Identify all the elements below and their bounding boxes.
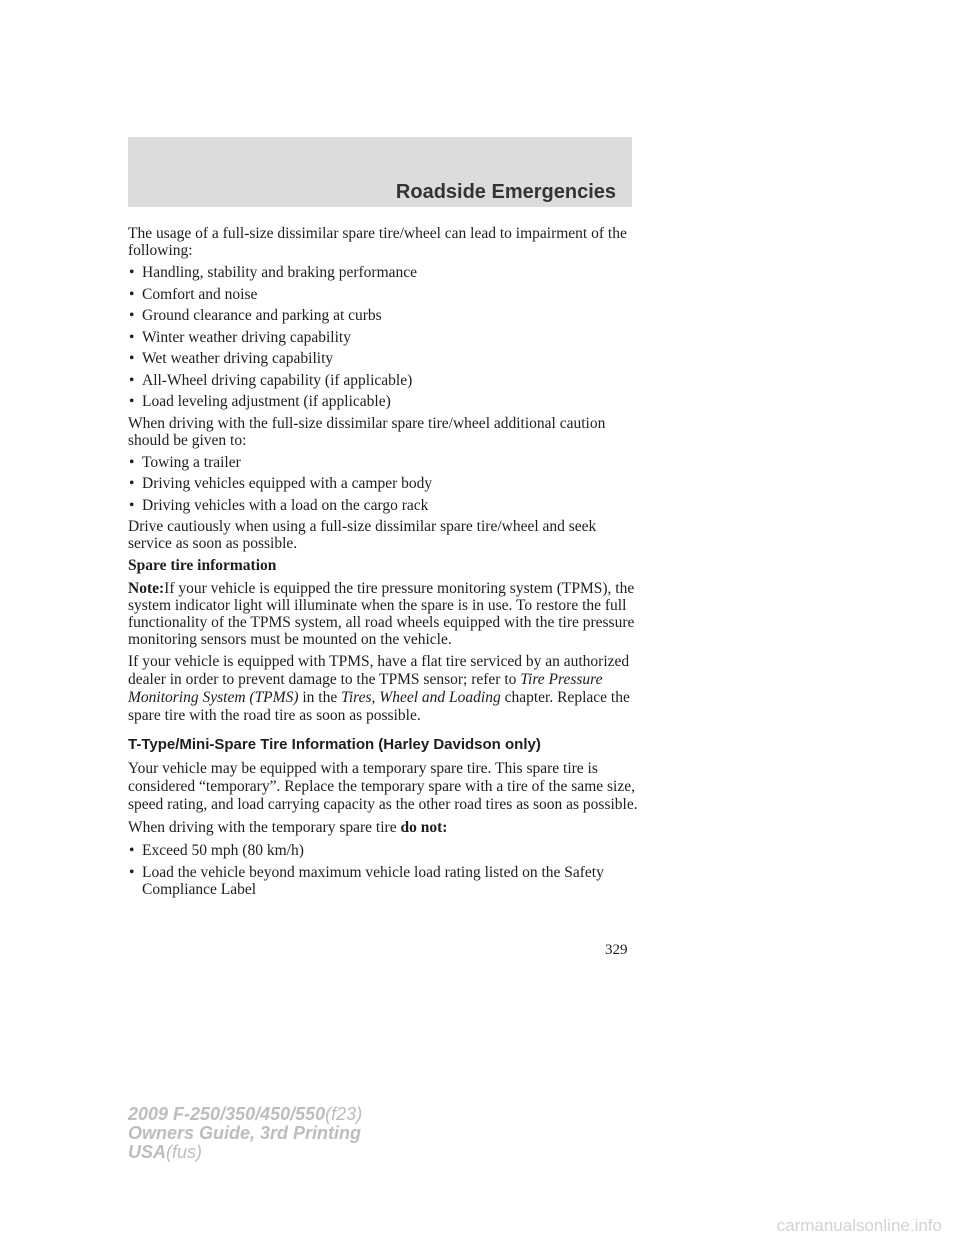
chapter-reference: Tires, Wheel and Loading [341,689,501,706]
spare-tire-heading: Spare tire information [128,557,277,574]
ttype-intro [128,819,638,837]
page-content [128,225,638,902]
ttype-heading: T-Type/Mini-Spare Tire Information (Harley Davidson only) [128,736,541,753]
note-text: If your vehicle is equipped the tire pressure monitoring system (TPMS), the system indicator light will illuminate when the spare is in use. To restore the full functionality of the TPMS system, all road wheels equipped with the tire pressure monitoring sensors must be mounted on the vehicle. [128,580,635,648]
impairment-list [128,264,638,410]
list-item: • Towing a trailer [128,454,638,471]
section-title: Roadside Emergencies [395,181,616,203]
tpms-text-2: in the [298,689,342,706]
section-header [128,137,632,207]
watermark: carmanualsonline.info [776,1216,942,1235]
ttype-paragraph: Your vehicle may be equipped with a temporary spare tire. This spare tire is considered “temporary”. Replace the temporary spare with a tire of the same size, speed rating, and load carrying capacity as the other road tires as soon as possible. [128,760,638,813]
ttype-intro-text: When driving with the temporary spare tire [128,819,401,836]
footer-line-3 [128,1143,362,1162]
drive-cautiously-paragraph: Drive cautiously when using a full-size dissimilar spare tire/wheel and seek service as soon as possible. [128,518,597,552]
list-item: • Comfort and noise [128,286,638,303]
caution-paragraph: When driving with the full-size dissimilar spare tire/wheel additional caution should be given to: [128,414,606,449]
intro-paragraph: The usage of a full-size dissimilar spare tire/wheel can lead to impairment of the following: [128,225,627,259]
footer-region: USA [128,1142,167,1162]
footer-code-2: (fus) [166,1142,203,1162]
tpms-reference: Tire Pressure Monitoring System (TPMS) [128,671,603,706]
list-item: • Load the vehicle beyond maximum vehicle load rating listed on the Safety Compliance Label [128,864,638,898]
list-item: • Ground clearance and parking at curbs [128,307,638,324]
ttype-do-not: do not: [400,819,448,836]
ttype-block [128,760,638,837]
list-item: • All-Wheel driving capability (if applicable) [128,372,638,389]
list-item: • Wet weather driving capability [128,350,638,367]
footer-guide: Owners Guide, 3rd Printing [128,1123,362,1143]
tpms-paragraph [128,653,638,725]
page-number: 329 [605,942,628,958]
caution-list [128,454,638,514]
list-item: • Load leveling adjustment (if applicable) [128,393,638,410]
ttype-list [128,842,638,898]
document-footer [128,1105,362,1162]
list-item: • Handling, stability and braking performance [128,264,638,281]
list-item: • Winter weather driving capability [128,329,638,346]
note-label: Note: [128,580,165,597]
tpms-text-3: chapter. Replace the spare tire with the road tire as soon as possible. [128,689,630,724]
list-item: • Driving vehicles with a load on the cargo rack [128,497,638,514]
note-paragraph [128,580,638,648]
footer-line-1 [128,1105,362,1124]
footer-model: 2009 F-250/350/450/550 [128,1104,326,1124]
tpms-block [128,653,638,725]
tpms-text-1: If your vehicle is equipped with TPMS, have a flat tire serviced by an authorized dealer in order to prevent damage to the TPMS sensor; refer to [128,653,630,688]
list-item: • Driving vehicles equipped with a camper body [128,475,638,492]
footer-code-1: (f23) [325,1104,363,1124]
list-item: • Exceed 50 mph (80 km/h) [128,842,638,859]
